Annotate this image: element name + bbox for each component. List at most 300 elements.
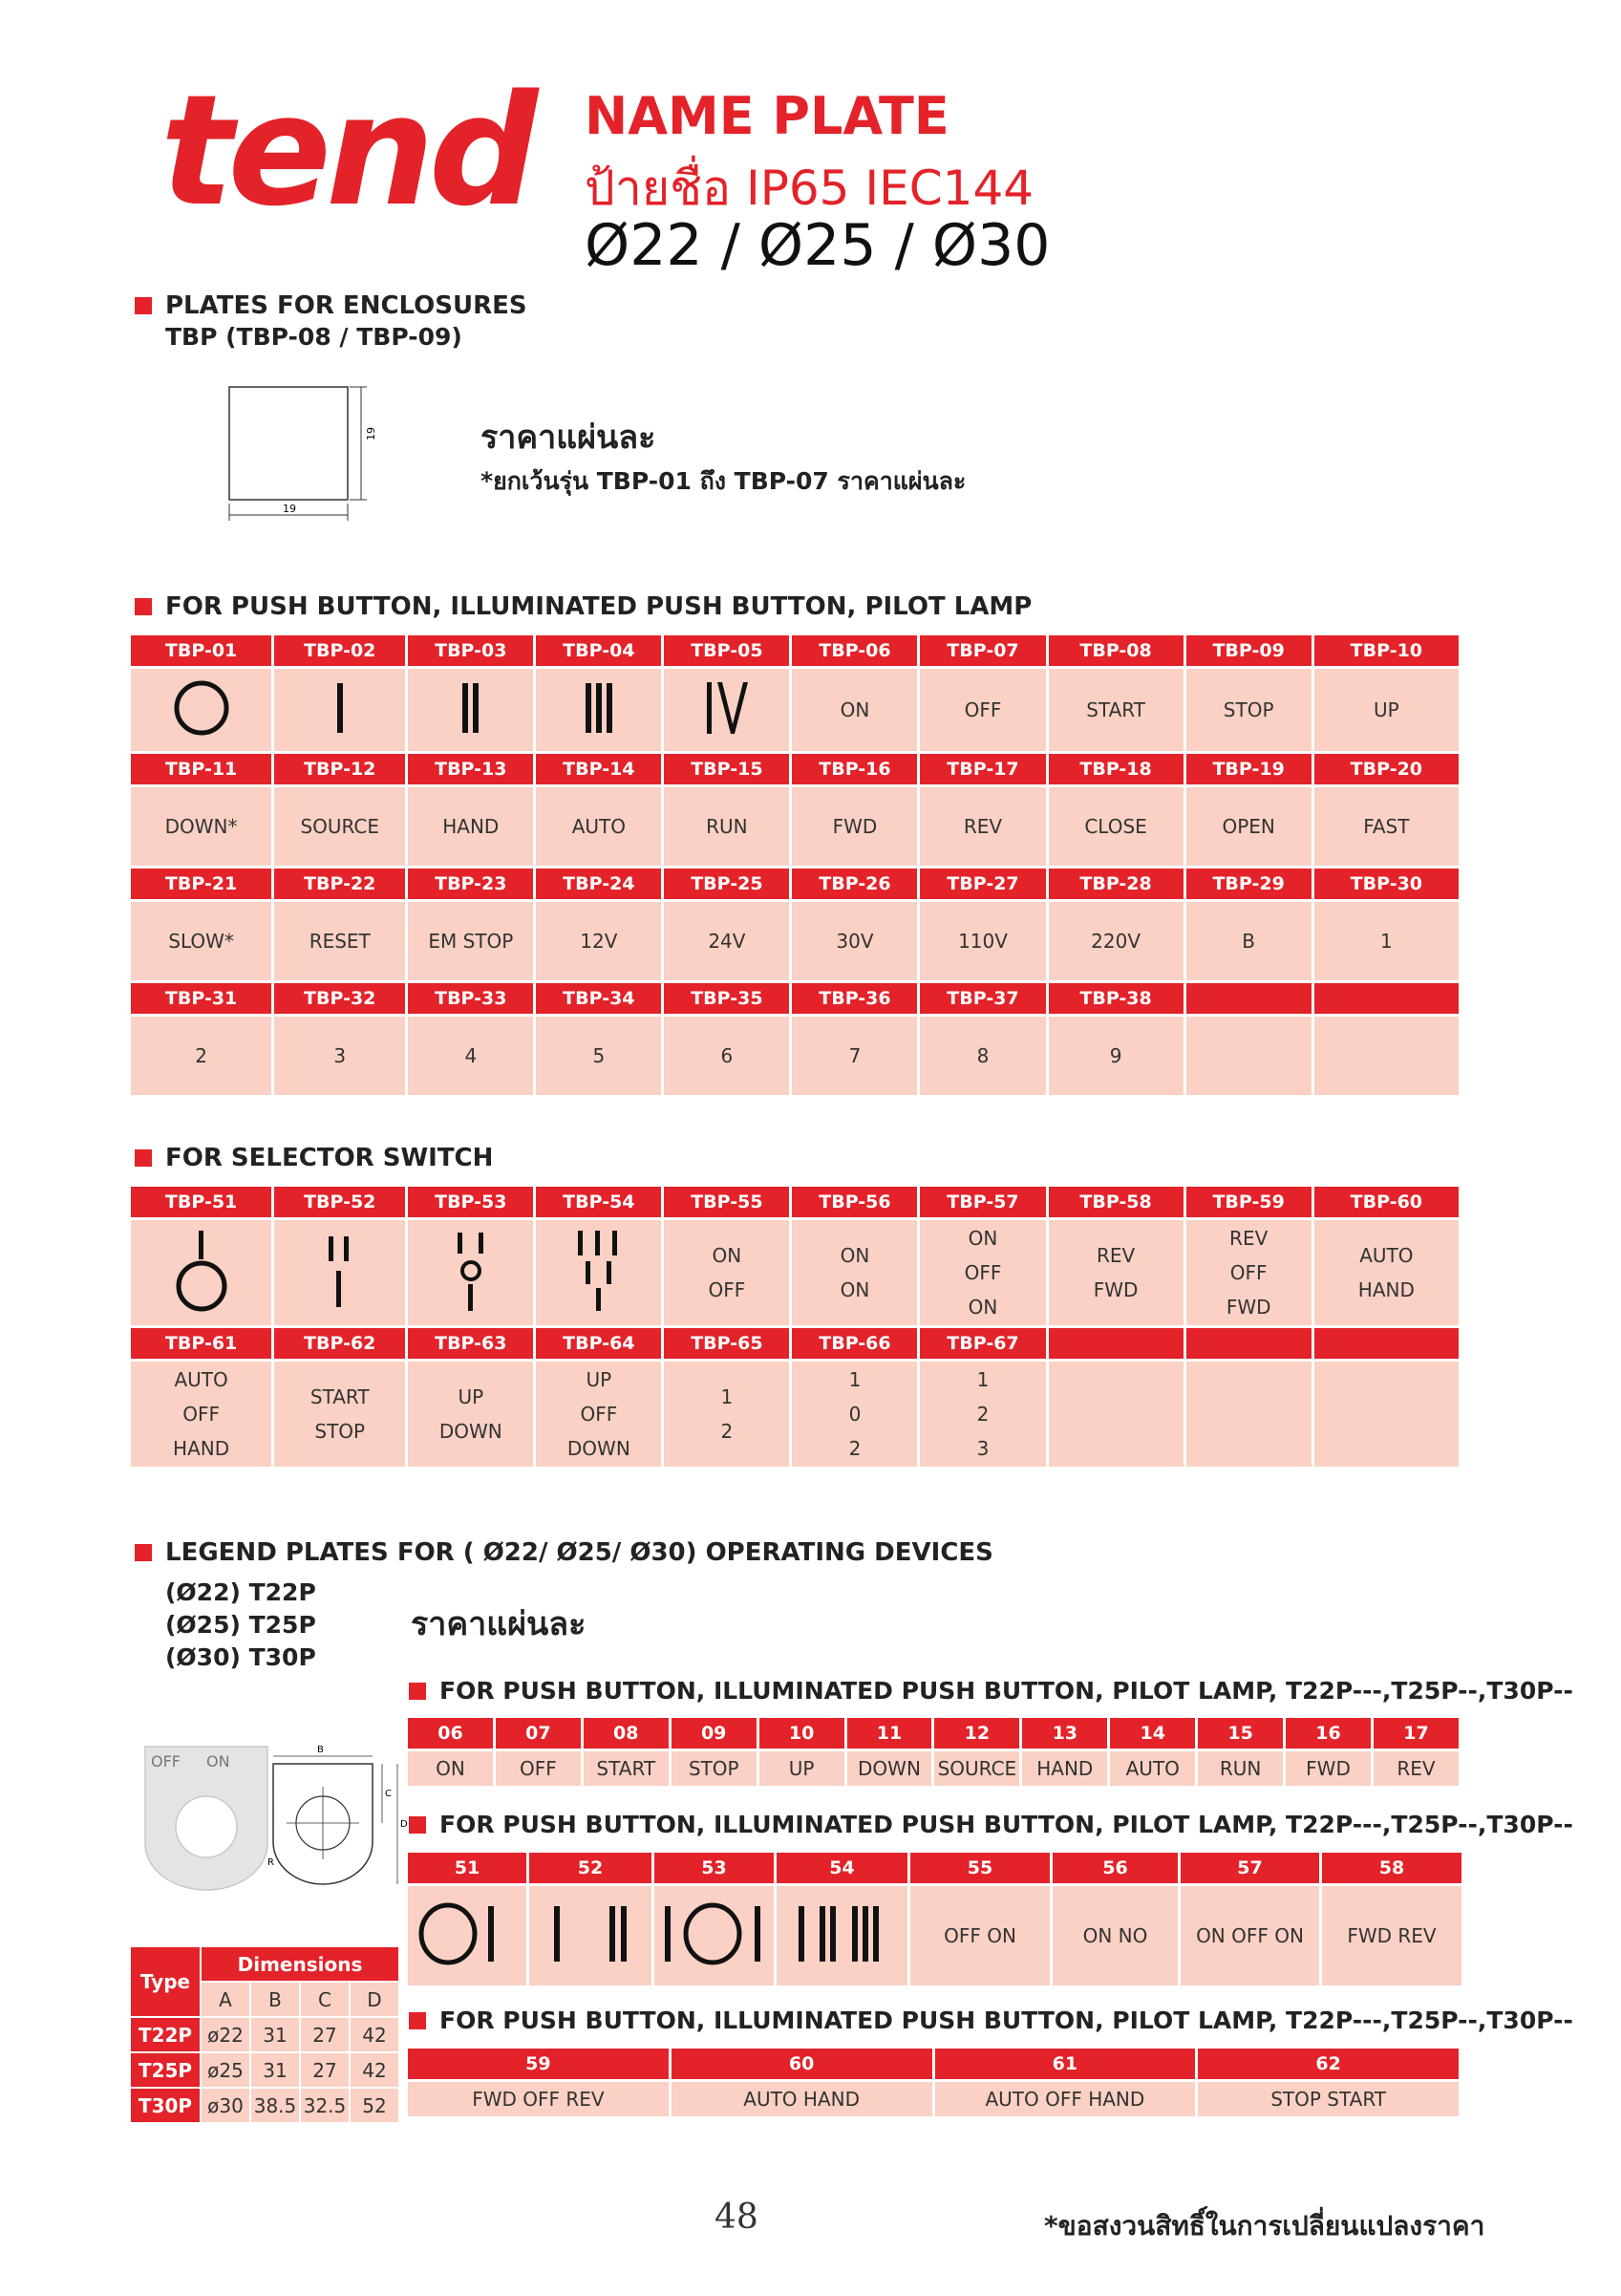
table-row [131, 1017, 1459, 1095]
plate-code: TBP-36 [792, 983, 917, 1014]
dim-value: 42 [351, 2018, 398, 2051]
plate-code: TBP-08 [1049, 635, 1184, 666]
legend-code: 17 [1374, 1718, 1459, 1749]
dim-value: 32.5 [301, 2089, 349, 2122]
plate-code: TBP-55 [664, 1187, 789, 1217]
selector-position-label: ON [712, 1244, 742, 1267]
plate-code: TBP-58 [1049, 1187, 1184, 1217]
enclosure-plate-drawing [225, 377, 378, 526]
table-row [131, 1220, 1459, 1325]
selector-cell [792, 1220, 917, 1325]
selector-cell [1049, 1220, 1184, 1325]
dim-value: 27 [301, 2018, 349, 2051]
dim-value: ø25 [202, 2053, 249, 2087]
plate-code: TBP-64 [536, 1328, 661, 1359]
plate-label: 30V [792, 902, 917, 980]
selector-position-label: HAND [1357, 1278, 1415, 1301]
dim-letter: B [317, 1745, 324, 1755]
selector-cell [274, 1220, 405, 1325]
plate-code: TBP-24 [536, 869, 661, 899]
enclosure-model: TBP (TBP-08 / TBP-09) [165, 323, 462, 351]
legend-code: 15 [1198, 1718, 1283, 1749]
selector-position-label: OFF [182, 1403, 220, 1426]
size-range: Ø22 / Ø25 / Ø30 [585, 212, 1051, 279]
table-header-row [131, 983, 1459, 1014]
bar-circle-bar-symbol-icon [657, 1900, 772, 1967]
table-header-row [408, 1718, 1459, 1749]
plate-label [131, 669, 271, 751]
legend-code: 09 [672, 1718, 757, 1749]
legend-code: 53 [654, 1853, 774, 1883]
price-disclaimer: *ขอสงวนสิทธิ์ในการเปลี่ยนแปลงราคา [1044, 2210, 1485, 2242]
plate-code: TBP-16 [792, 754, 917, 784]
plate-code [1186, 983, 1312, 1014]
section-heading-enclosures: PLATES FOR ENCLOSURES [135, 291, 527, 320]
plate-code: TBP-51 [131, 1187, 271, 1217]
dim-value: 42 [351, 2053, 398, 2087]
legend-label: ON OFF ON [1181, 1886, 1319, 1985]
table-header-row [131, 869, 1459, 899]
single-bar-symbol-icon [331, 679, 350, 737]
plate-label: SLOW* [131, 902, 271, 980]
selector-three-position-icon [572, 1227, 626, 1315]
page-subtitle: ป้ายชื่อ IP65 IEC144 [585, 161, 1034, 216]
plate-code: TBP-34 [536, 983, 661, 1014]
legend-label: UP [759, 1751, 844, 1786]
legend-model: (Ø22) T22P [165, 1578, 316, 1606]
legend-model: (Ø30) T30P [165, 1643, 316, 1671]
selector-cell [536, 1220, 661, 1325]
plate-code: TBP-20 [1314, 754, 1459, 784]
selector-cell [1314, 1220, 1459, 1325]
legend-price-label: ราคาแผ่นละ [411, 1605, 587, 1643]
table-row [131, 1362, 1459, 1467]
legend-subheading-1: FOR PUSH BUTTON, ILLUMINATED PUSH BUTTON, PILOT LAMP, T22P---,T25P--,T30P-- [409, 1677, 1573, 1705]
legend-label [408, 1886, 526, 1985]
legend-label: ON NO [1053, 1886, 1178, 1985]
legend-label: DOWN [847, 1751, 932, 1786]
plate-code: TBP-66 [792, 1328, 917, 1359]
selector-position-label: START [309, 1385, 370, 1408]
legend-models [165, 1577, 316, 1674]
selector-position-label: 0 [848, 1403, 862, 1426]
legend-label: ON [408, 1751, 493, 1786]
plate-code: TBP-10 [1314, 635, 1459, 666]
plate-code: TBP-23 [408, 869, 533, 899]
legend-label: RUN [1198, 1751, 1283, 1786]
plate-code: TBP-17 [920, 754, 1045, 784]
plate-code: TBP-11 [131, 754, 271, 784]
plate-code: TBP-32 [274, 983, 405, 1014]
selector-center-off-icon [452, 1227, 490, 1315]
selector-position-label: ON [968, 1296, 998, 1319]
legend-code: 58 [1322, 1853, 1461, 1883]
plate-label: REV [920, 787, 1045, 866]
legend-label: FWD OFF REV [408, 2082, 669, 2116]
plate-label [536, 669, 661, 751]
bullet-icon [135, 1544, 152, 1561]
plate-label: 7 [792, 1017, 917, 1095]
dim-col-header: C [301, 1983, 349, 2016]
legend-label: STOP START [1198, 2082, 1459, 2116]
plate-code: TBP-29 [1186, 869, 1312, 899]
legend-label: FWD [1286, 1751, 1371, 1786]
plate-label: EM STOP [408, 902, 533, 980]
triple-bar-symbol-icon [582, 679, 616, 737]
legend-code: 06 [408, 1718, 493, 1749]
plate-code: TBP-30 [1314, 869, 1459, 899]
table-header-row [131, 1328, 1459, 1359]
legend-label: FWD REV [1322, 1886, 1461, 1985]
plate-code [1314, 1328, 1459, 1359]
selector-cell [920, 1362, 1045, 1467]
section-heading-selector: FOR SELECTOR SWITCH [135, 1144, 493, 1172]
dim-type: T25P [131, 2053, 200, 2087]
selector-position-label: 2 [720, 1420, 734, 1443]
plate-code: TBP-13 [408, 754, 533, 784]
plate-label: ON [792, 669, 917, 751]
table-row [131, 787, 1459, 866]
plate-code: TBP-07 [920, 635, 1045, 666]
plate-code: TBP-59 [1186, 1187, 1312, 1217]
legend-code: 57 [1181, 1853, 1319, 1883]
selector-cell [536, 1362, 661, 1467]
plate-code: TBP-62 [274, 1328, 405, 1359]
plate-code: TBP-61 [131, 1328, 271, 1359]
dim-letter: D [400, 1819, 408, 1830]
selector-cell [664, 1220, 789, 1325]
double-bar-symbol-icon [458, 679, 484, 737]
selector-position-label: 2 [976, 1403, 990, 1426]
plate-label: 1 [1314, 902, 1459, 980]
dim-value: 52 [351, 2089, 398, 2122]
circle-bar-symbol-icon [410, 1900, 524, 1967]
dim-type: T22P [131, 2018, 200, 2051]
legend-code: 12 [934, 1718, 1019, 1749]
circle-symbol-icon [171, 679, 232, 737]
table-header-row [408, 1853, 1461, 1883]
plate-code: TBP-33 [408, 983, 533, 1014]
selector-cell [664, 1362, 789, 1467]
plate-label: CLOSE [1049, 787, 1184, 866]
plate-label: FWD [792, 787, 917, 866]
price-label: ราคาแผ่นละ [480, 418, 656, 457]
selector-cell [1314, 1362, 1459, 1467]
plate-label: 6 [664, 1017, 789, 1095]
plate-code: TBP-27 [920, 869, 1045, 899]
dim-type: T30P [131, 2089, 200, 2122]
legend-code: 14 [1110, 1718, 1195, 1749]
dim-value: ø22 [202, 2018, 249, 2051]
legend-subheading-3: FOR PUSH BUTTON, ILLUMINATED PUSH BUTTON, PILOT LAMP, T22P---,T25P--,T30P-- [409, 2006, 1573, 2034]
table-header-row [131, 635, 1459, 666]
plate-hole [176, 1796, 237, 1857]
sample-label-right: ON [206, 1752, 230, 1770]
plate-code [1314, 983, 1459, 1014]
plate-code: TBP-21 [131, 869, 271, 899]
plate-label [274, 669, 405, 751]
legend-label: AUTO HAND [672, 2082, 932, 2116]
legend-code: 60 [672, 2049, 932, 2079]
legend-code: 11 [847, 1718, 932, 1749]
plate-label: 24V [664, 902, 789, 980]
plate-label [1314, 1017, 1459, 1095]
plate-code: TBP-28 [1049, 869, 1184, 899]
plate-code: TBP-26 [792, 869, 917, 899]
bullet-icon [409, 1816, 426, 1834]
table-header-row [408, 2049, 1459, 2079]
selector-cell [408, 1220, 533, 1325]
dim-value: ø30 [202, 2089, 249, 2122]
selector-cell [1049, 1362, 1184, 1467]
plate-label: 9 [1049, 1017, 1184, 1095]
dim-col-header: A [202, 1983, 249, 2016]
plate-code: TBP-14 [536, 754, 661, 784]
legend-label: OFF ON [910, 1886, 1050, 1985]
bar-groups-symbol-icon [785, 1900, 900, 1967]
selector-cell [131, 1362, 271, 1467]
selector-position-label: UP [458, 1385, 484, 1408]
legend-label: AUTO OFF HAND [935, 2082, 1196, 2116]
selector-position-label: ON [840, 1278, 870, 1301]
plate-code: TBP-05 [664, 635, 789, 666]
plate-label: 2 [131, 1017, 271, 1095]
selector-position-label: 2 [848, 1437, 862, 1460]
selector-position-label: 1 [720, 1385, 734, 1408]
selector-position-label: OFF [708, 1278, 746, 1301]
selector-position-label: DOWN [438, 1420, 502, 1443]
legend-code: 16 [1286, 1718, 1371, 1749]
dim-col-header: B [251, 1983, 299, 2016]
selector-position-label: REV [1096, 1244, 1136, 1267]
price-note: *ยกเว้นรุ่น TBP-01 ถึง TBP-07 ราคาแผ่นละ [480, 467, 967, 495]
legend-code: 08 [584, 1718, 669, 1749]
dimensions-table [129, 1945, 400, 2124]
legend-code: 52 [529, 1853, 651, 1883]
plate-code: TBP-03 [408, 635, 533, 666]
plate-code: TBP-02 [274, 635, 405, 666]
dim-col-header: D [351, 1983, 398, 2016]
pushbutton-table [128, 633, 1461, 1098]
bullet-icon [409, 1683, 426, 1700]
selector-position-label: AUTO [1359, 1244, 1414, 1267]
dim-value: 38.5 [251, 2089, 299, 2122]
legend-label [654, 1886, 774, 1985]
legend-label: SOURCE [934, 1751, 1019, 1786]
plate-code: TBP-18 [1049, 754, 1184, 784]
plate-code: TBP-06 [792, 635, 917, 666]
bullet-icon [135, 1149, 152, 1167]
table-row [131, 902, 1459, 980]
plate-label: HAND [408, 787, 533, 866]
legend-label: OFF [496, 1751, 581, 1786]
bar-double-bar-symbol-icon [533, 1900, 648, 1967]
plate-code: TBP-12 [274, 754, 405, 784]
selector-cell [274, 1362, 405, 1467]
plate-code: TBP-15 [664, 754, 789, 784]
selector-position-label: FWD [1093, 1278, 1139, 1301]
plate-label: STOP [1186, 669, 1312, 751]
plate-label [664, 669, 789, 751]
legend-table-3 [405, 2046, 1461, 2119]
dim-dimensions-header: Dimensions [202, 1947, 398, 1981]
plate-code: TBP-67 [920, 1328, 1045, 1359]
selector-position-label: ON [840, 1244, 870, 1267]
legend-label: START [584, 1751, 669, 1786]
roman-four-symbol-icon [703, 678, 751, 738]
legend-plate-sample [139, 1739, 273, 1892]
selector-cell [408, 1362, 533, 1467]
selector-single-position-icon [173, 1227, 230, 1315]
plate-code: TBP-54 [536, 1187, 661, 1217]
plate-code: TBP-37 [920, 983, 1045, 1014]
plate-code: TBP-38 [1049, 983, 1184, 1014]
selector-position-label: OFF [1229, 1261, 1268, 1284]
legend-code: 56 [1053, 1853, 1178, 1883]
legend-code: 51 [408, 1853, 526, 1883]
plate-code [1049, 1328, 1184, 1359]
brand-logo: tend [160, 61, 533, 240]
plate-code: TBP-25 [664, 869, 789, 899]
selector-position-label: REV [1229, 1227, 1269, 1250]
plate-code: TBP-09 [1186, 635, 1312, 666]
plate-label: FAST [1314, 787, 1459, 866]
table-row [408, 1886, 1461, 1985]
plate-label [408, 669, 533, 751]
legend-code: 61 [935, 2049, 1196, 2079]
selector-position-label: UP [586, 1368, 612, 1391]
table-row [131, 2053, 398, 2087]
dim-letter: C [385, 1789, 392, 1799]
plate-code: TBP-19 [1186, 754, 1312, 784]
selector-cell [1186, 1220, 1312, 1325]
legend-code: 55 [910, 1853, 1050, 1883]
legend-code: 07 [496, 1718, 581, 1749]
dim-letter: R [267, 1857, 274, 1868]
selector-position-label: OFF [964, 1261, 1002, 1284]
plate-label: 110V [920, 902, 1045, 980]
selector-position-label: FWD [1226, 1296, 1271, 1319]
legend-label: STOP [672, 1751, 757, 1786]
plate-label: 220V [1049, 902, 1184, 980]
plate-label: 3 [274, 1017, 405, 1095]
table-header-row [131, 1187, 1459, 1217]
table-row [131, 669, 1459, 751]
plate-label: SOURCE [274, 787, 405, 866]
legend-model: (Ø25) T25P [165, 1611, 316, 1639]
selector-position-label: STOP [314, 1420, 366, 1443]
legend-label [529, 1886, 651, 1985]
plate-label: START [1049, 669, 1184, 751]
selector-position-label: 1 [976, 1368, 990, 1391]
dim-value: 31 [251, 2053, 299, 2087]
legend-code: 62 [1198, 2049, 1459, 2079]
bullet-icon [409, 2012, 426, 2029]
plate-code: TBP-60 [1314, 1187, 1459, 1217]
legend-table-1 [405, 1715, 1461, 1789]
plate-code: TBP-65 [664, 1328, 789, 1359]
dim-value: 27 [301, 2053, 349, 2087]
section-heading-pushbutton: FOR PUSH BUTTON, ILLUMINATED PUSH BUTTON, PILOT LAMP [135, 592, 1032, 621]
dim-width-label: 19 [283, 503, 296, 515]
sample-label-left: OFF [151, 1752, 181, 1770]
plate-code [1186, 1328, 1312, 1359]
table-header-row [131, 754, 1459, 784]
table-row [131, 2089, 398, 2122]
selector-table [128, 1184, 1461, 1470]
plate-outline [229, 387, 348, 500]
plate-code: TBP-63 [408, 1328, 533, 1359]
selector-cell [1186, 1362, 1312, 1467]
selector-position-label: AUTO [174, 1368, 228, 1391]
legend-label: REV [1374, 1751, 1459, 1786]
dim-type-header: Type [131, 1947, 200, 2016]
legend-code: 10 [759, 1718, 844, 1749]
selector-position-label: DOWN [566, 1437, 630, 1460]
dim-value: 31 [251, 2018, 299, 2051]
bullet-icon [135, 297, 152, 314]
plate-label: AUTO [536, 787, 661, 866]
page-title: NAME PLATE [585, 86, 949, 146]
plate-label: UP [1314, 669, 1459, 751]
plate-label [1186, 1017, 1312, 1095]
plate-label: 12V [536, 902, 661, 980]
plate-code: TBP-57 [920, 1187, 1045, 1217]
plate-code: TBP-04 [536, 635, 661, 666]
selector-position-label: 1 [848, 1368, 862, 1391]
plate-code: TBP-22 [274, 869, 405, 899]
selector-two-position-icon [321, 1227, 359, 1315]
plate-code: TBP-53 [408, 1187, 533, 1217]
plate-code: TBP-56 [792, 1187, 917, 1217]
legend-code: 54 [777, 1853, 907, 1883]
legend-code: 59 [408, 2049, 669, 2079]
legend-label [777, 1886, 907, 1985]
plate-label: RUN [664, 787, 789, 866]
selector-position-label: ON [968, 1227, 998, 1250]
plate-code: TBP-31 [131, 983, 271, 1014]
legend-table-2 [405, 1850, 1464, 1988]
selector-cell [920, 1220, 1045, 1325]
legend-label: AUTO [1110, 1751, 1195, 1786]
plate-label: RESET [274, 902, 405, 980]
table-row [408, 2082, 1459, 2116]
dim-height-label: 19 [365, 427, 377, 440]
selector-cell [131, 1220, 271, 1325]
plate-label: OPEN [1186, 787, 1312, 866]
plate-code: TBP-52 [274, 1187, 405, 1217]
section-heading-legend: LEGEND PLATES FOR ( Ø22/ Ø25/ Ø30) OPERATING DEVICES [135, 1538, 993, 1567]
plate-code: TBP-35 [664, 983, 789, 1014]
plate-label: B [1186, 902, 1312, 980]
plate-label: 5 [536, 1017, 661, 1095]
legend-code: 13 [1022, 1718, 1107, 1749]
table-row [408, 1751, 1459, 1786]
selector-position-label: OFF [580, 1403, 618, 1426]
plate-label: DOWN* [131, 787, 271, 866]
bullet-icon [135, 598, 152, 615]
plate-label: 4 [408, 1017, 533, 1095]
selector-position-label: HAND [173, 1437, 230, 1460]
legend-plate-dimension-drawing [266, 1739, 409, 1892]
legend-subheading-2: FOR PUSH BUTTON, ILLUMINATED PUSH BUTTON, PILOT LAMP, T22P---,T25P--,T30P-- [409, 1811, 1573, 1838]
table-row [131, 2018, 398, 2051]
selector-position-label: 3 [976, 1437, 990, 1460]
plate-label: 8 [920, 1017, 1045, 1095]
page-number: 48 [715, 2198, 758, 2237]
selector-cell [792, 1362, 917, 1467]
plate-code: TBP-01 [131, 635, 271, 666]
